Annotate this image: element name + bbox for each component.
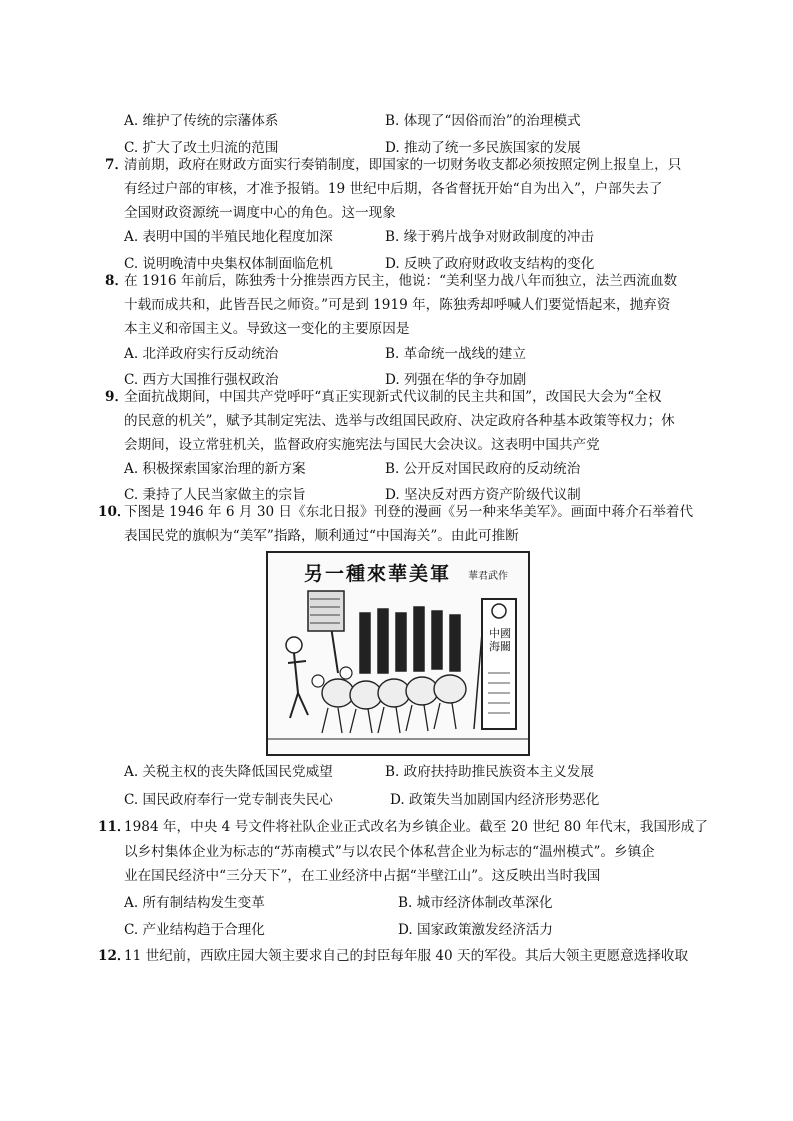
- q6-option-c: C. 扩大了改土归流的范围: [124, 140, 279, 156]
- q7-option-a: A. 表明中国的半殖民地化程度加深: [124, 229, 333, 245]
- q7-stem-line1: 清前期，政府在财政方面实行奏销制度，即国家的一切财务收支都必须按照定例上报皇上，只: [124, 157, 682, 173]
- q10-stem-line2: 表国民党的旗帜为“美军”指路，顺利通过“中国海关”。由此可推断: [124, 528, 519, 544]
- q8-option-a: A. 北洋政府实行反动统治: [124, 346, 279, 362]
- q11-option-d: D. 国家政策激发经济活力: [398, 922, 553, 938]
- q7-number: 7．: [105, 157, 129, 173]
- q8-number: 8．: [105, 273, 129, 289]
- cartoon-title: 另一種來華美軍: [304, 563, 452, 585]
- cartoon-author: 華君武作: [468, 571, 508, 582]
- q12-number: 12．: [98, 948, 131, 964]
- q7-option-b: B. 缘于鸦片战争对财政制度的冲击: [385, 229, 594, 245]
- q8-option-d: D. 列强在华的争夺加剧: [385, 372, 527, 388]
- q9-option-c: C. 秉持了人民当家做主的宗旨: [124, 487, 306, 503]
- q10-option-d: D. 政策失当加剧国内经济形势恶化: [390, 792, 600, 808]
- q10-option-c: C. 国民政府奉行一党专制丧失民心: [124, 792, 333, 808]
- q10-stem-line1: 下图是 1946 年 6 月 30 日《东北日报》刊登的漫画《另一种来华美军》。画面中蒋介石举着代: [124, 504, 694, 520]
- q9-number: 9．: [105, 389, 129, 405]
- q8-stem-line1: 在 1916 年前后，陈独秀十分推崇西方民主，他说：“美利坚力战八年而独立，法兰西流血数: [124, 273, 678, 289]
- q9-option-a: A. 积极探索国家治理的新方案: [124, 461, 306, 477]
- q12-stem-line1: 11 世纪前，西欧庄园大领主要求自己的封臣每年服 40 天的军役。其后大领主更愿意选择收取: [124, 948, 689, 964]
- q11-number: 11．: [98, 819, 131, 835]
- q6-option-d: D. 推动了统一多民族国家的发展: [385, 140, 581, 156]
- q9-stem-line2: 的民意的机关”，赋予其制定宪法、选举与改组国民政府、决定政府各种基本政策等权力；休: [124, 413, 675, 429]
- q7-option-d: D. 反映了政府财政收支结构的变化: [385, 256, 595, 272]
- q11-stem-line2: 以乡村集体企业为标志的“苏南模式”与以农民个体私营企业为标志的“温州模式”。乡镇企: [124, 844, 655, 860]
- q8-option-b: B. 革命统一战线的建立: [385, 346, 526, 362]
- q8-stem-line2: 十载而成共和，此皆吾民之师资。”可是到 1919 年，陈独秀却呼喊人们要觉悟起来，抛弃资: [124, 297, 671, 313]
- q8-stem-line3: 本主义和帝国主义。导致这一变化的主要原因是: [124, 321, 410, 337]
- q11-option-c: C. 产业结构趋于合理化: [124, 922, 265, 938]
- q10-number: 10．: [98, 504, 131, 520]
- q11-option-a: A. 所有制结构发生变革: [124, 895, 265, 911]
- q9-option-b: B. 公开反对国民政府的反动统治: [385, 461, 581, 477]
- q8-option-c: C. 西方大国推行强权政治: [124, 372, 279, 388]
- q11-stem-line3: 业在国民经济中“三分天下”，在工业经济中占据“半壁江山”。这反映出当时我国: [124, 868, 601, 884]
- q9-stem-line3: 会期间，设立常驻机关，监督政府实施宪法与国民大会决议。这表明中国共产党: [124, 437, 600, 453]
- cartoon-gate-label: 中國海關: [489, 627, 511, 653]
- q7-option-c: C. 说明晚清中央集权体制面临危机: [124, 256, 333, 272]
- q11-stem-line1: 1984 年，中央 4 号文件将社队企业正式改名为乡镇企业。截至 20 世纪 80 年代末，我国形成了: [124, 819, 708, 835]
- q10-option-a: A. 关税主权的丧失降低国民党威望: [124, 764, 333, 780]
- cartoon-image: [266, 551, 530, 756]
- q10-option-b: B. 政府扶持助推民族资本主义发展: [385, 764, 594, 780]
- q7-stem-line3: 全国财政资源统一调度中心的角色。这一现象: [124, 205, 396, 221]
- q6-option-b: B. 体现了“因俗而治”的治理模式: [385, 113, 581, 129]
- q9-option-d: D. 坚决反对西方资产阶级代议制: [385, 487, 581, 503]
- cartoon-drawing: [268, 553, 528, 754]
- q7-stem-line2: 有经过户部的审核，才准予报销。19 世纪中后期，各省督抚开始“自为出入”，户部失去了: [124, 181, 663, 197]
- q11-option-b: B. 城市经济体制改革深化: [398, 895, 553, 911]
- q9-stem-line1: 全面抗战期间，中国共产党呼吁“真正实现新式代议制的民主共和国”，改国民大会为“全权: [124, 389, 662, 405]
- q6-option-a: A. 维护了传统的宗藩体系: [124, 113, 279, 129]
